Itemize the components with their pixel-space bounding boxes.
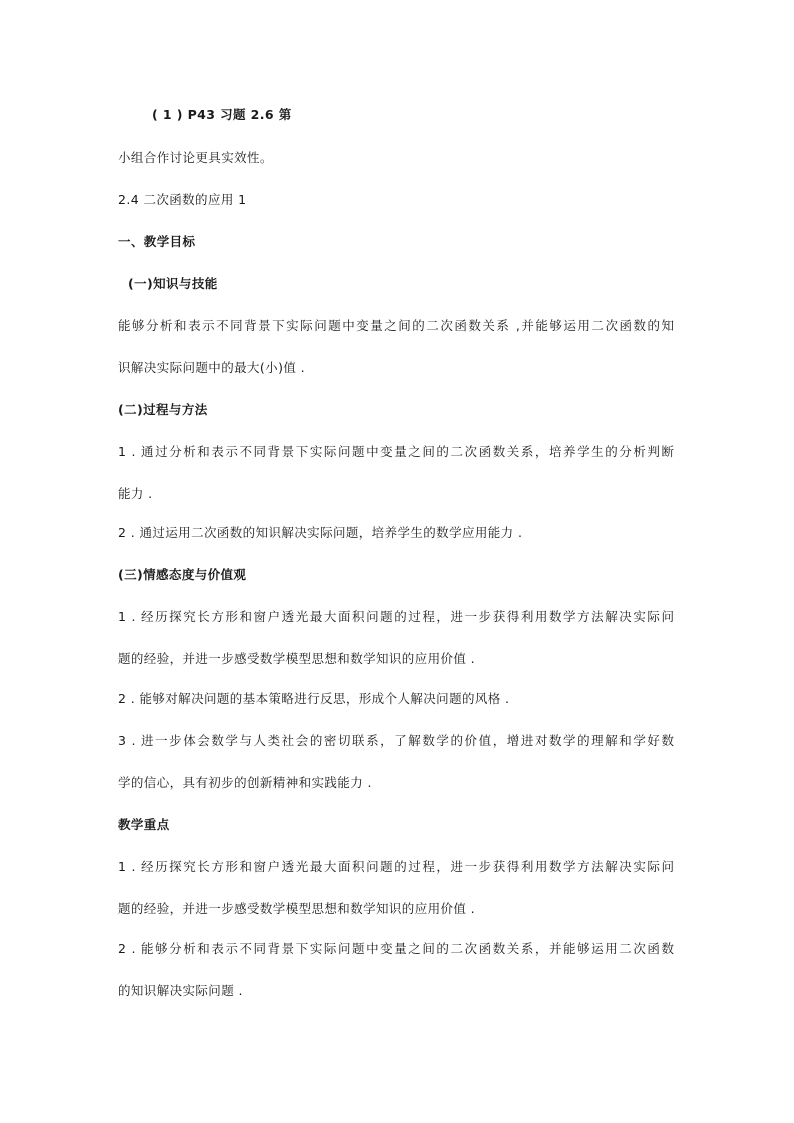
paragraph-line: 3 . 进一步体会数学与人类社会的密切联系，了解数学的价值，增进对数学的理解和学好数 xyxy=(118,733,674,748)
section-heading-teaching-objectives: 一、教学目标 xyxy=(118,234,196,249)
subheading-teaching-focus: 教学重点 xyxy=(118,817,170,832)
exercise-reference: ( 1 ) P43 习题 2.6 第 xyxy=(152,107,292,122)
paragraph-line: 2 . 通过运用二次函数的知识解决实际问题，培养学生的数学应用能力 . xyxy=(118,525,523,540)
paragraph-line: 识解决实际问题中的最大(小)值 . xyxy=(118,360,306,375)
paragraph-line: 题的经验，并进一步感受数学模型思想和数学知识的应用价值 . xyxy=(118,651,476,666)
paragraph-line: 能力 . xyxy=(118,486,153,501)
lesson-title: 2.4 二次函数的应用 1 xyxy=(118,192,247,207)
paragraph-line: 小组合作讨论更具实效性。 xyxy=(118,150,273,165)
paragraph-line: 1 . 经历探究长方形和窗户透光最大面积问题的过程，进一步获得利用数学方法解决实际问 xyxy=(118,609,674,624)
paragraph-line: 能够分析和表示不同背景下实际问题中变量之间的二次函数关系 ,并能够运用二次函数的知 xyxy=(118,318,674,333)
subheading-process-method: (二)过程与方法 xyxy=(118,402,208,417)
subheading-knowledge-skills: (一)知识与技能 xyxy=(128,276,218,291)
paragraph-line: 1 . 通过分析和表示不同背景下实际问题中变量之间的二次函数关系，培养学生的分析判断 xyxy=(118,444,674,459)
paragraph-line: 题的经验，并进一步感受数学模型思想和数学知识的应用价值 . xyxy=(118,901,476,916)
paragraph-line: 1 . 经历探究长方形和窗户透光最大面积问题的过程，进一步获得利用数学方法解决实际问 xyxy=(118,859,674,874)
paragraph-line: 2 . 能够分析和表示不同背景下实际问题中变量之间的二次函数关系，并能够运用二次函数 xyxy=(118,941,674,956)
paragraph-line: 学的信心，具有初步的创新精神和实践能力 . xyxy=(118,775,372,790)
paragraph-line: 2 . 能够对解决问题的基本策略进行反思，形成个人解决问题的风格 . xyxy=(118,691,510,706)
subheading-attitude-values: (三)情感态度与价值观 xyxy=(118,567,247,582)
paragraph-line: 的知识解决实际问题 . xyxy=(118,983,243,998)
